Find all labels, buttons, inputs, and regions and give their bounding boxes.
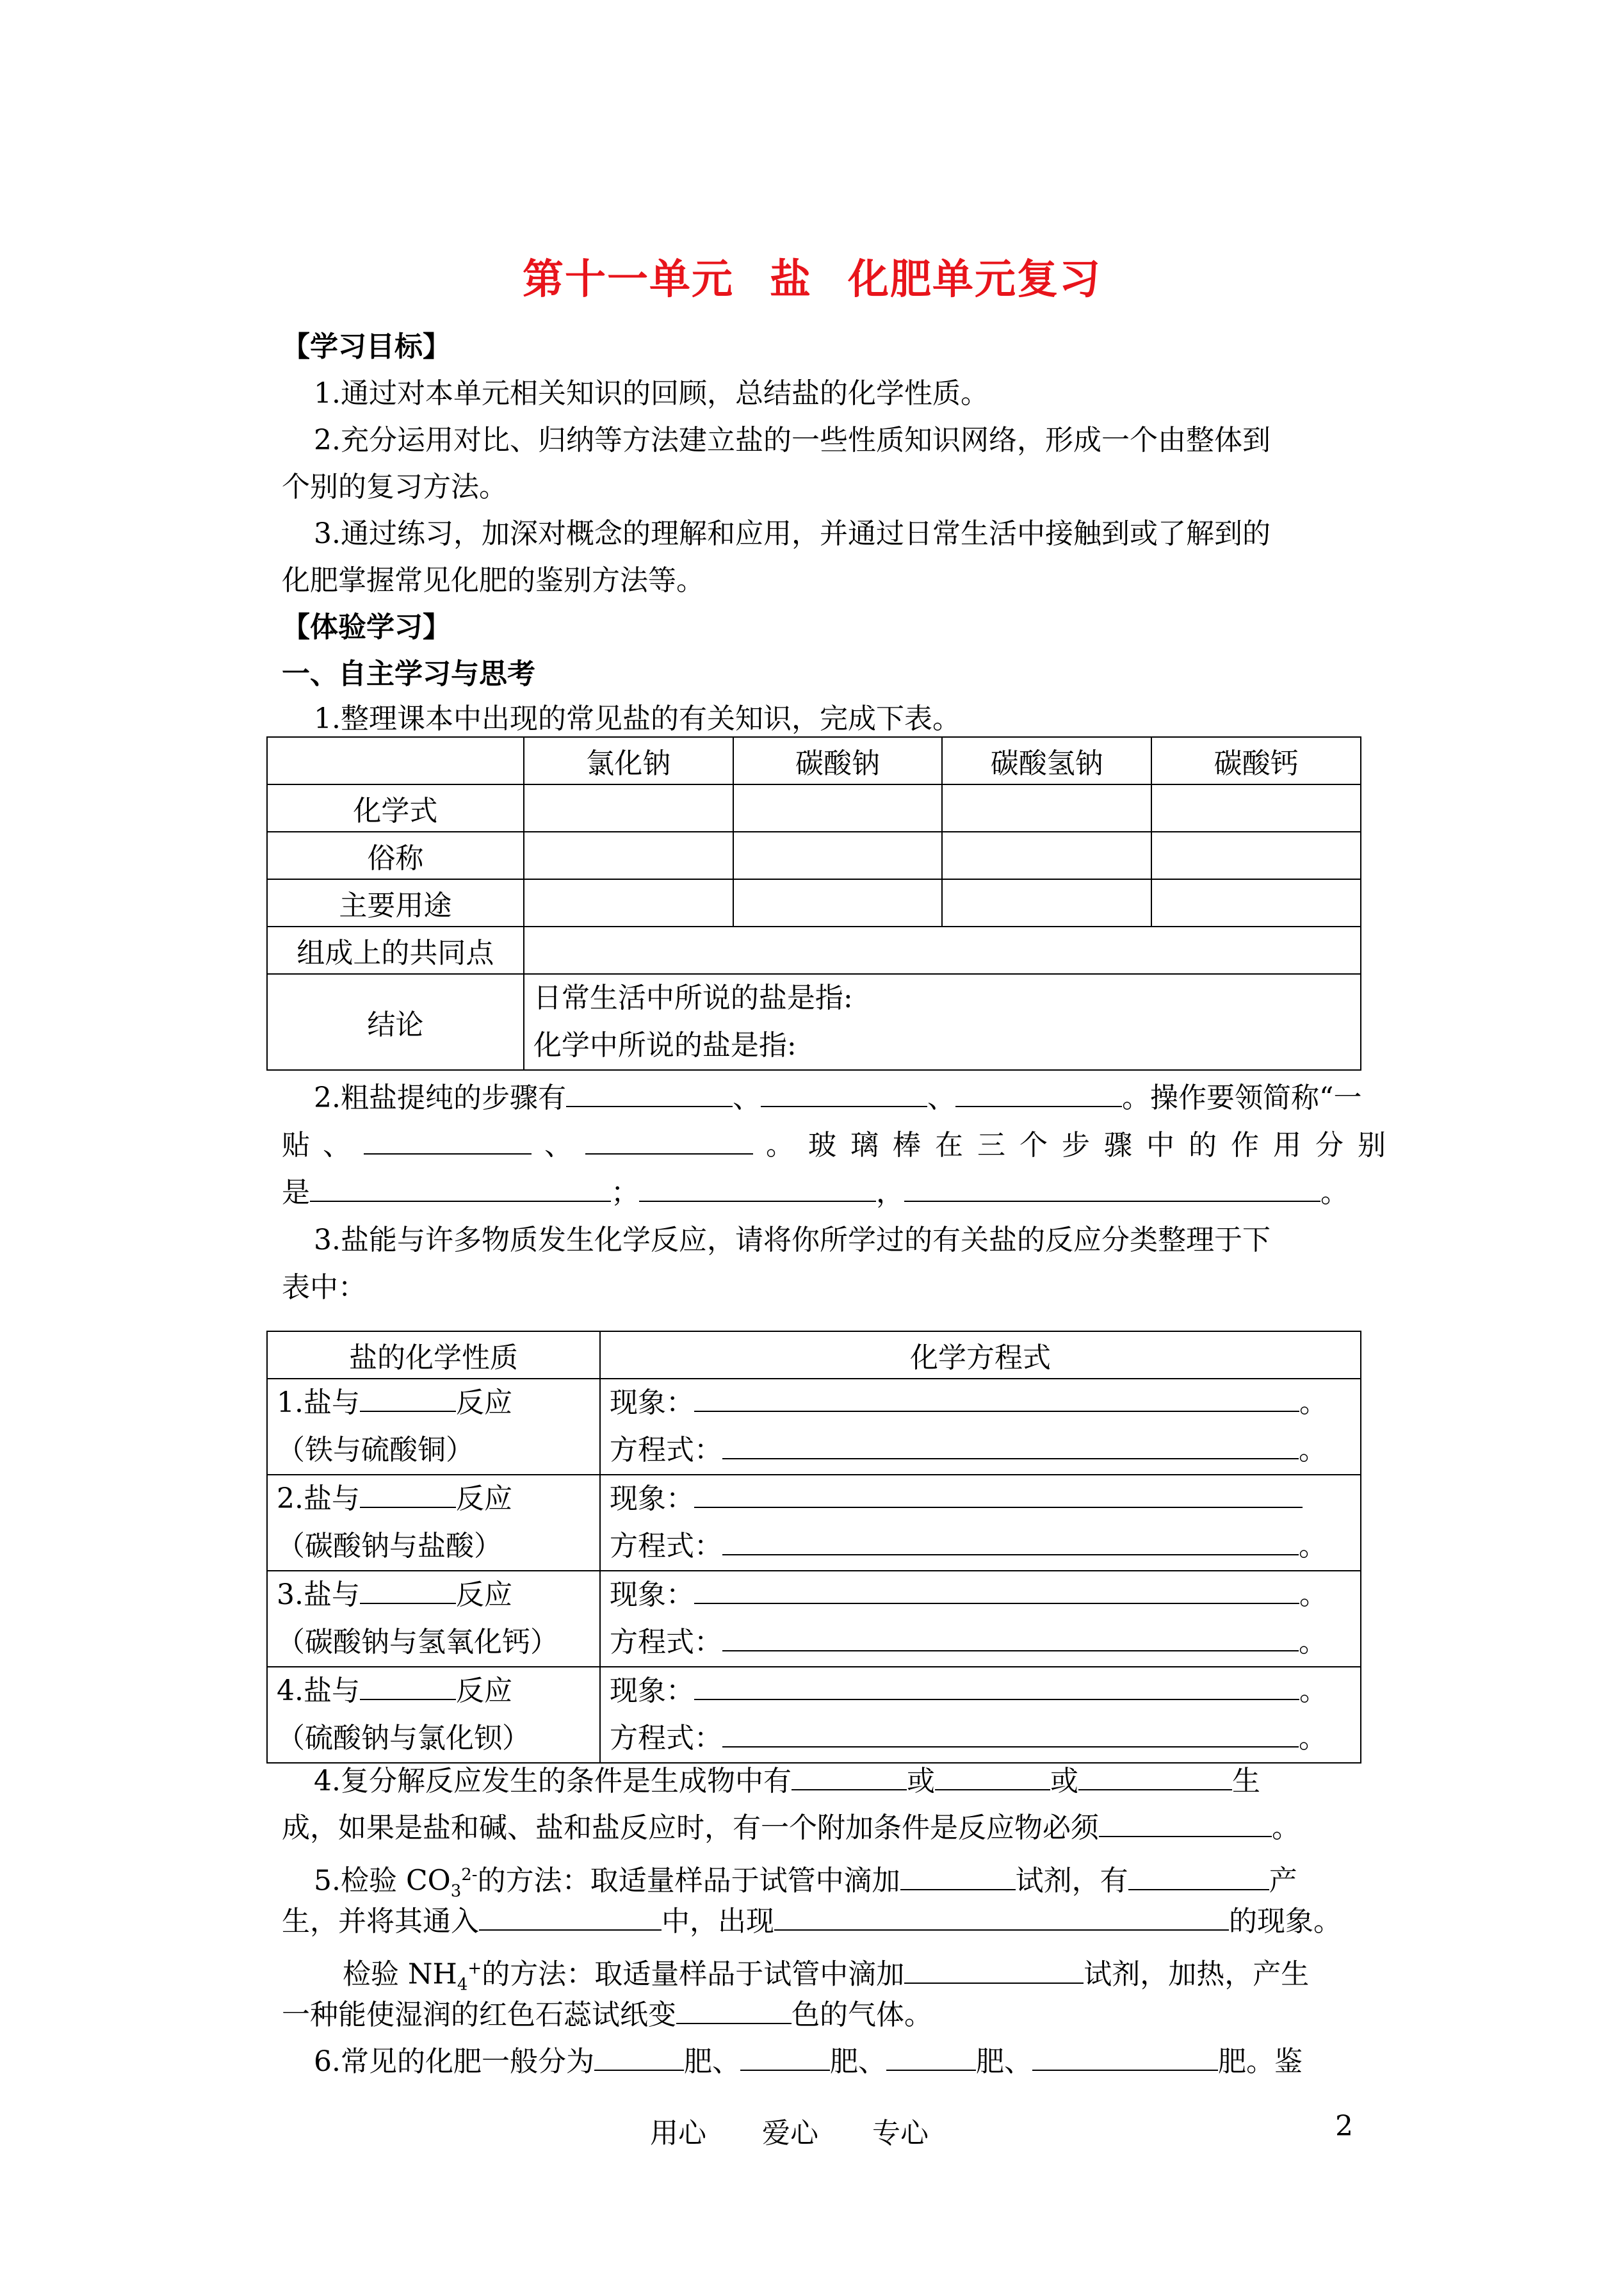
q4-or: 或 <box>1050 1765 1078 1797</box>
equation-cell <box>600 1475 1361 1571</box>
footer-motto-3: 专心 <box>872 2117 929 2150</box>
q2-sep: 、 <box>732 1082 761 1114</box>
q2-sep: 、 <box>323 1129 351 1162</box>
property-cell <box>267 1571 600 1667</box>
q2-sep: ； <box>611 1176 639 1209</box>
property-cell <box>267 1667 600 1763</box>
table-cell[interactable] <box>942 832 1151 879</box>
period: 。 <box>1299 1386 1328 1419</box>
table-cell[interactable] <box>1151 879 1361 927</box>
q2-text: 2.粗盐提纯的步骤有 <box>314 1082 566 1114</box>
answer-blank[interactable] <box>585 1124 753 1155</box>
answer-blank[interactable] <box>1099 1806 1272 1837</box>
table-cell[interactable] <box>524 927 1361 974</box>
equation-label: 方程式： <box>610 1530 722 1562</box>
answer-blank[interactable] <box>639 1171 876 1202</box>
table-cell[interactable] <box>733 879 943 927</box>
table-cell[interactable] <box>733 832 943 879</box>
property-num: 4. <box>277 1675 304 1707</box>
table-cell[interactable] <box>524 832 733 879</box>
q6-text: 肥、 <box>683 2045 740 2078</box>
q2-sep: ， <box>876 1176 904 1209</box>
row-label-uses: 主要用途 <box>267 879 524 927</box>
page-title <box>0 247 1624 305</box>
q4-or: 或 <box>906 1765 935 1797</box>
answer-blank[interactable] <box>364 1124 532 1155</box>
co3-superscript: 2- <box>461 1865 478 1885</box>
q5-text: 的方法：取适量样品于试管中滴加 <box>482 1958 905 1991</box>
q2-text: 贴 <box>282 1129 310 1162</box>
q6-text: 肥、 <box>829 2045 886 2078</box>
property-example: （碳酸钠与盐酸） <box>277 1530 502 1562</box>
property-react: 反应 <box>455 1578 512 1611</box>
period: 。 <box>1299 1626 1327 1658</box>
goals-heading: 【学习目标】 <box>282 330 451 363</box>
answer-blank[interactable] <box>676 1993 792 2024</box>
answer-blank[interactable] <box>360 1383 456 1412</box>
q4-period: 。 <box>1272 1812 1300 1844</box>
phenomenon-label: 现象： <box>610 1675 694 1707</box>
table-cell[interactable] <box>1151 784 1361 832</box>
conclusion-daily: 日常生活中所说的盐是指: <box>533 982 853 1014</box>
q4-text: 成，如果是盐和碱、盐和盐反应时，有一个附加条件是反应物必须 <box>282 1812 1099 1844</box>
answer-blank[interactable] <box>360 1479 456 1508</box>
answer-blank[interactable] <box>1032 2040 1218 2071</box>
header-nahco3: 碳酸氢钠 <box>942 737 1151 784</box>
title-part-review: 化肥单元复习 <box>848 255 1101 304</box>
header-salt-property: 盐的化学性质 <box>267 1331 600 1379</box>
goal-2: 2.充分运用对比、归纳等方法建立盐的一些性质知识网络，形成一个由整体到 <box>314 424 1271 457</box>
goal-2-cont: 个别的复习方法。 <box>282 471 507 503</box>
q2-text: 是 <box>282 1176 310 1209</box>
q4-line2 <box>282 1804 1358 1852</box>
property-react: 反应 <box>455 1386 512 1419</box>
conclusion-cell <box>524 974 1361 1070</box>
answer-blank[interactable] <box>722 1430 1299 1459</box>
phenomenon-label: 现象： <box>610 1386 694 1419</box>
equation-label: 方程式： <box>610 1434 722 1466</box>
reaction-row-4 <box>267 1667 1361 1763</box>
q5-text: 5.检验 CO <box>314 1864 451 1897</box>
period: 。 <box>1299 1578 1328 1611</box>
period: 。 <box>1299 1675 1328 1707</box>
header-caco3: 碳酸钙 <box>1151 737 1361 784</box>
co3-subscript: 3 <box>450 1881 462 1901</box>
answer-blank[interactable] <box>594 2040 684 2071</box>
q3-line2: 表中： <box>282 1271 366 1304</box>
q6-text: 肥、 <box>975 2045 1032 2078</box>
q5-text: 生，并将其通入 <box>282 1905 479 1938</box>
answer-blank[interactable] <box>694 1575 1299 1604</box>
equation-cell <box>600 1379 1361 1475</box>
property-example: （碳酸钠与氢氧化钙） <box>277 1626 558 1658</box>
q6-text: 肥。鉴 <box>1217 2045 1303 2078</box>
header-equation: 化学方程式 <box>600 1331 1361 1379</box>
q5-text: 的现象。 <box>1229 1905 1342 1938</box>
property-react: 反应 <box>455 1675 512 1707</box>
property-num: 3. <box>277 1578 304 1611</box>
answer-blank[interactable] <box>722 1622 1299 1651</box>
answer-blank[interactable] <box>722 1526 1299 1555</box>
title-part-unit: 第十一单元 <box>523 255 734 304</box>
q2-line3 <box>282 1169 1358 1217</box>
reaction-table <box>266 1331 1361 1764</box>
q4-line1 <box>314 1758 1358 1805</box>
goal-3-cont: 化肥掌握常见化肥的鉴别方法等。 <box>282 564 704 597</box>
answer-blank[interactable] <box>722 1718 1299 1748</box>
property-salt: 盐与 <box>303 1675 360 1707</box>
answer-blank[interactable] <box>360 1671 456 1700</box>
q5-line4 <box>282 1991 1358 2039</box>
q5-text: 试剂，有 <box>1015 1864 1128 1897</box>
answer-blank[interactable] <box>566 1076 733 1107</box>
goal-1: 1.通过对本单元相关知识的回顾，总结盐的化学性质。 <box>314 377 989 410</box>
q5-text: 的方法：取适量样品于试管中滴加 <box>477 1864 900 1897</box>
section1-heading: 一、自主学习与思考 <box>282 658 535 690</box>
q5-text: 色的气体。 <box>792 1999 932 2031</box>
answer-blank[interactable] <box>955 1076 1122 1107</box>
salt-table-corner <box>267 737 524 784</box>
q2-line2 <box>282 1122 1400 1169</box>
footer-motto-1: 用心 <box>650 2117 706 2150</box>
answer-blank[interactable] <box>935 1760 1050 1790</box>
salt-table <box>266 736 1361 1071</box>
answer-blank[interactable] <box>792 1760 907 1790</box>
q5-text: 试剂，加热，产生 <box>1084 1958 1310 1991</box>
row-label-common-name: 俗称 <box>267 832 524 879</box>
phenomenon-label: 现象： <box>610 1482 694 1515</box>
equation-label: 方程式： <box>610 1626 722 1658</box>
answer-blank[interactable] <box>774 1900 1229 1931</box>
answer-blank[interactable] <box>694 1671 1299 1700</box>
row-label-formula: 化学式 <box>267 784 524 832</box>
property-num: 2. <box>277 1482 304 1515</box>
equation-label: 方程式： <box>610 1722 722 1755</box>
property-cell <box>267 1379 600 1475</box>
table-cell[interactable] <box>733 784 943 832</box>
q2-sep: 。 <box>1320 1176 1349 1209</box>
goal-3: 3.通过练习，加深对概念的理解和应用，并通过日常生活中接触到或了解到的 <box>314 517 1271 550</box>
answer-blank[interactable] <box>479 1900 662 1931</box>
property-salt: 盐与 <box>303 1386 360 1419</box>
table-cell[interactable] <box>524 879 733 927</box>
property-example: （铁与硫酸铜） <box>277 1434 474 1466</box>
answer-blank[interactable] <box>900 1860 1016 1890</box>
answer-blank[interactable] <box>1078 1760 1232 1790</box>
q2-text: 。操作要领简称“一 <box>1121 1082 1362 1114</box>
answer-blank[interactable] <box>886 2040 976 2071</box>
q3-line1: 3.盐能与许多物质发生化学反应，请将你所学过的有关盐的反应分类整理于下 <box>314 1224 1271 1256</box>
q5-line2 <box>282 1898 1358 1945</box>
property-example: （硫酸钠与氯化钡） <box>277 1722 530 1755</box>
table-cell[interactable] <box>524 784 733 832</box>
conclusion-chemistry: 化学中所说的盐是指: <box>533 1029 797 1062</box>
reaction-row-3 <box>267 1571 1361 1667</box>
q6-text: 6.常见的化肥一般分为 <box>314 2045 594 2078</box>
answer-blank[interactable] <box>360 1575 456 1604</box>
phenomenon-label: 现象： <box>610 1578 694 1611</box>
equation-cell <box>600 1667 1361 1763</box>
q5-text: 一种能使湿润的红色石蕊试纸变 <box>282 1999 676 2031</box>
q2-sep: 、 <box>927 1082 955 1114</box>
row-label-conclusion: 结论 <box>267 974 524 1070</box>
q5-text: 产 <box>1269 1864 1297 1897</box>
footer-motto-2: 爱心 <box>762 2117 818 2150</box>
page-number: 2 <box>1335 2110 1353 2143</box>
header-na2co3: 碳酸钠 <box>733 737 943 784</box>
answer-blank[interactable] <box>904 1171 1320 1202</box>
property-cell <box>267 1475 600 1571</box>
property-num: 1. <box>277 1386 304 1419</box>
answer-blank[interactable] <box>1128 1860 1269 1890</box>
q5-text: 中，出现 <box>662 1905 774 1938</box>
property-salt: 盐与 <box>303 1482 360 1515</box>
nh4-subscript: 4 <box>457 1975 468 1995</box>
q4-text: 生 <box>1231 1765 1260 1797</box>
q2-line1 <box>314 1075 1362 1122</box>
answer-blank[interactable] <box>310 1171 611 1202</box>
q5-text: 检验 NH <box>343 1958 457 1991</box>
nh4-superscript: + <box>467 1959 482 1978</box>
reaction-row-2 <box>267 1475 1361 1571</box>
experience-heading: 【体验学习】 <box>282 611 451 644</box>
q4-text: 4.复分解反应发生的条件是生成物中有 <box>314 1765 792 1797</box>
row-label-common-point: 组成上的共同点 <box>267 927 524 974</box>
reaction-row-1 <box>267 1379 1361 1475</box>
answer-blank[interactable] <box>761 1076 927 1107</box>
table-cell[interactable] <box>1151 832 1361 879</box>
period: 。 <box>1299 1434 1327 1466</box>
header-nacl: 氯化钠 <box>524 737 733 784</box>
q1-text: 1.整理课本中出现的常见盐的有关知识，完成下表。 <box>314 702 961 735</box>
period: 。 <box>1299 1530 1327 1562</box>
answer-blank[interactable] <box>904 1953 1084 1984</box>
property-react: 反应 <box>455 1482 512 1515</box>
table-cell[interactable] <box>942 784 1151 832</box>
title-part-salt: 盐 <box>770 255 812 304</box>
q2-text: 。玻璃棒在三个步骤中的作用分别 <box>766 1129 1400 1162</box>
answer-blank[interactable] <box>694 1383 1299 1412</box>
answer-blank[interactable] <box>694 1479 1303 1508</box>
answer-blank[interactable] <box>740 2040 830 2071</box>
q2-sep: 、 <box>544 1129 572 1162</box>
property-salt: 盐与 <box>303 1578 360 1611</box>
table-cell[interactable] <box>942 879 1151 927</box>
equation-cell <box>600 1571 1361 1667</box>
period: 。 <box>1299 1722 1327 1755</box>
q6-line1 <box>314 2038 1358 2086</box>
